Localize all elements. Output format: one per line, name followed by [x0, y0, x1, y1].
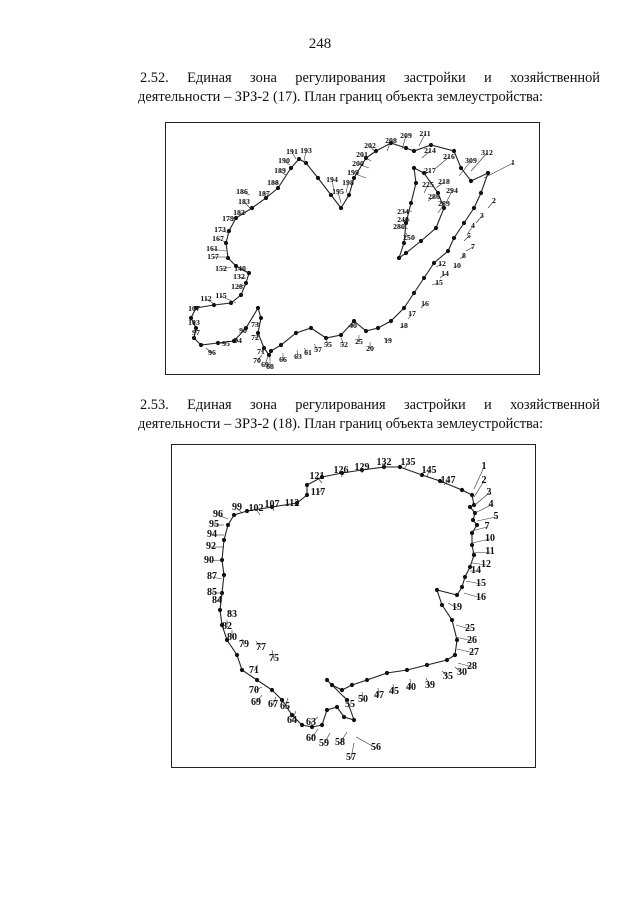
point-label: 3	[480, 211, 484, 220]
boundary-point	[320, 723, 324, 727]
point-label: 18	[400, 321, 408, 330]
point-label: 186	[236, 187, 248, 196]
boundary-point	[330, 683, 334, 687]
point-label: 26	[467, 635, 477, 646]
section-heading-line: деятельности – ЗРЗ-2 (17). План границ объекта землеустройства:	[138, 89, 544, 105]
boundary-point	[350, 683, 354, 687]
boundary-point	[475, 523, 479, 527]
boundary-point	[316, 176, 320, 180]
point-label: 69	[251, 697, 261, 708]
boundary-point	[414, 181, 418, 185]
boundary-point	[459, 166, 463, 170]
point-label: 3	[486, 487, 492, 498]
point-label: 40	[349, 321, 357, 330]
boundary-point	[347, 193, 351, 197]
boundary-line	[191, 143, 488, 355]
point-label: 95	[222, 339, 230, 348]
boundary-point	[462, 221, 466, 225]
boundary-plan-figure	[165, 122, 540, 375]
point-label: 80	[227, 632, 237, 643]
point-label: 65	[280, 701, 290, 712]
point-label: 69	[261, 360, 269, 369]
point-label: 19	[452, 602, 462, 613]
point-label: 198	[342, 178, 354, 187]
point-label: 112	[284, 498, 300, 509]
point-label: 63	[294, 352, 302, 361]
boundary-point	[446, 249, 450, 253]
point-label: 280	[393, 222, 405, 231]
boundary-point	[397, 256, 401, 260]
point-label: 309	[465, 156, 477, 165]
boundary-point	[468, 505, 472, 509]
point-label: 209	[400, 131, 412, 140]
boundary-point	[389, 319, 393, 323]
boundary-point	[445, 658, 449, 662]
point-label: 191	[286, 147, 298, 156]
boundary-point	[365, 678, 369, 682]
boundary-point	[305, 483, 309, 487]
point-label: 107	[264, 499, 280, 510]
boundary-point	[471, 518, 475, 522]
point-label: 77	[256, 642, 266, 653]
point-label: 10	[453, 261, 461, 270]
point-label: 47	[374, 690, 384, 701]
point-label: 312	[481, 148, 493, 157]
boundary-point	[279, 343, 283, 347]
point-label: 70	[253, 356, 261, 365]
point-label: 132	[376, 457, 392, 468]
point-label: 14	[441, 269, 449, 278]
point-label: 85	[207, 587, 217, 598]
point-label: 7	[471, 242, 475, 251]
point-label: 94	[234, 336, 242, 345]
boundary-point	[250, 206, 254, 210]
point-label: 286	[428, 192, 440, 201]
point-label: 183	[238, 197, 250, 206]
point-label: 135	[400, 457, 416, 468]
boundary-point	[304, 161, 308, 165]
point-label: 187	[258, 189, 270, 198]
point-label: 35	[443, 671, 453, 682]
boundary-point	[422, 276, 426, 280]
point-label: 128	[231, 282, 243, 291]
point-label: 1	[511, 158, 515, 167]
boundary-point	[409, 201, 413, 205]
point-label: 30	[457, 667, 467, 678]
boundary-point	[335, 705, 339, 709]
boundary-point	[339, 333, 343, 337]
point-label: 61	[304, 348, 312, 357]
point-label: 132	[233, 272, 245, 281]
point-label: 73	[251, 320, 259, 329]
point-label: 68	[266, 362, 274, 371]
point-label: 208	[385, 136, 397, 145]
boundary-point	[218, 608, 222, 612]
boundary-point	[239, 293, 243, 297]
point-label: 4	[488, 499, 494, 510]
point-label: 2	[481, 475, 487, 486]
point-label: 190	[278, 156, 290, 165]
point-label: 5	[493, 511, 499, 522]
point-label: 94	[207, 529, 217, 540]
page-number: 248	[308, 36, 332, 52]
point-label: 79	[239, 639, 249, 650]
point-label: 294	[446, 186, 458, 195]
boundary-point	[412, 291, 416, 295]
point-label: 19	[384, 336, 392, 345]
point-label: 152	[215, 264, 227, 273]
point-label: 71	[249, 665, 259, 676]
point-label: 96	[213, 509, 223, 520]
boundary-plan-drawing	[172, 445, 535, 767]
boundary-point	[352, 718, 356, 722]
boundary-point	[270, 688, 274, 692]
boundary-point	[294, 331, 298, 335]
point-label: 5	[467, 231, 471, 240]
point-label: 199	[347, 168, 359, 177]
point-label: 200	[352, 159, 364, 168]
boundary-point	[404, 146, 408, 150]
point-label: 75	[269, 653, 279, 664]
point-label: 234	[397, 207, 409, 216]
point-label: 225	[422, 180, 434, 189]
boundary-point	[222, 573, 226, 577]
point-label: 201	[356, 150, 368, 159]
point-label: 52	[340, 340, 348, 349]
point-label: 12	[481, 559, 491, 570]
section-heading-line: 2.52. Единая зона регулирования застройки и хозяйственной	[140, 70, 600, 86]
boundary-plan-drawing	[166, 123, 539, 374]
point-label: 55	[324, 340, 332, 349]
boundary-point	[434, 226, 438, 230]
boundary-point	[472, 503, 476, 507]
point-label: 121	[309, 471, 325, 482]
point-label: 50	[358, 694, 368, 705]
boundary-point	[235, 653, 239, 657]
boundary-point	[472, 206, 476, 210]
boundary-point	[470, 493, 474, 497]
boundary-point	[222, 538, 226, 542]
point-label: 90	[239, 326, 247, 335]
boundary-point	[404, 251, 408, 255]
point-label: 72	[251, 333, 259, 342]
point-label: 96	[208, 348, 216, 357]
point-label: 10	[485, 533, 495, 544]
boundary-point	[364, 329, 368, 333]
boundary-point	[412, 149, 416, 153]
point-label: 218	[438, 177, 450, 186]
point-label: 90	[204, 555, 214, 566]
point-label: 57	[346, 752, 356, 763]
point-label: 45	[389, 686, 399, 697]
boundary-point	[472, 553, 476, 557]
point-label: 57	[314, 345, 322, 354]
point-label: 39	[425, 680, 435, 691]
point-label: 1	[481, 461, 487, 472]
point-label: 97	[192, 328, 200, 337]
point-label: 193	[300, 146, 312, 155]
boundary-point	[240, 668, 244, 672]
point-label: 217	[424, 166, 436, 175]
point-label: 17	[408, 309, 416, 318]
boundary-point	[305, 493, 309, 497]
point-label: 189	[274, 166, 286, 175]
boundary-point	[199, 343, 203, 347]
boundary-point	[340, 688, 344, 692]
point-label: 58	[335, 737, 345, 748]
point-label: 216	[443, 152, 455, 161]
section-heading-line: деятельности – ЗРЗ-2 (18). План границ объекта землеустройства:	[138, 416, 544, 432]
boundary-point	[432, 261, 436, 265]
boundary-point	[339, 206, 343, 210]
point-label: 67	[268, 699, 278, 710]
boundary-point	[289, 166, 293, 170]
leader-line	[484, 163, 513, 178]
boundary-point	[256, 306, 260, 310]
boundary-point	[269, 349, 273, 353]
point-label: 2	[492, 196, 496, 205]
point-label: 14	[471, 565, 481, 576]
point-label: 188	[267, 178, 279, 187]
point-label: 102	[248, 503, 264, 514]
point-label: 167	[212, 234, 224, 243]
point-label: 28	[467, 661, 477, 672]
point-label: 83	[227, 609, 237, 620]
boundary-point	[259, 316, 263, 320]
boundary-point	[412, 166, 416, 170]
point-label: 95	[209, 519, 219, 530]
boundary-point	[425, 663, 429, 667]
point-label: 240	[397, 215, 409, 224]
point-label: 161	[206, 244, 218, 253]
point-label: 25	[355, 337, 363, 346]
point-label: 70	[249, 685, 259, 696]
point-label: 63	[306, 717, 316, 728]
boundary-point	[452, 236, 456, 240]
point-label: 99	[232, 502, 242, 513]
point-label: 103	[188, 318, 200, 327]
point-label: 211	[419, 129, 431, 138]
boundary-point	[419, 239, 423, 243]
boundary-point	[244, 281, 248, 285]
boundary-point	[342, 715, 346, 719]
point-label: 140	[234, 264, 246, 273]
boundary-point	[309, 326, 313, 330]
point-label: 55	[345, 699, 355, 710]
point-label: 59	[319, 738, 329, 749]
boundary-point	[460, 585, 464, 589]
boundary-point	[402, 306, 406, 310]
boundary-point	[486, 171, 490, 175]
boundary-point	[300, 723, 304, 727]
point-label: 84	[212, 595, 222, 606]
boundary-point	[479, 191, 483, 195]
boundary-point	[405, 668, 409, 672]
point-label: 117	[310, 487, 326, 498]
point-label: 20	[366, 344, 374, 353]
point-label: 60	[306, 733, 316, 744]
boundary-point	[453, 653, 457, 657]
point-label: 12	[438, 259, 446, 268]
point-label: 182	[233, 208, 245, 217]
boundary-point	[440, 603, 444, 607]
boundary-point	[455, 593, 459, 597]
boundary-point	[376, 326, 380, 330]
section-heading-2-52	[140, 69, 600, 107]
boundary-point	[435, 588, 439, 592]
point-label: 71	[257, 347, 265, 356]
boundary-point	[469, 179, 473, 183]
point-label: 16	[421, 299, 429, 308]
point-label: 214	[424, 146, 436, 155]
point-label: 195	[332, 187, 344, 196]
point-label: 147	[440, 475, 456, 486]
boundary-point	[455, 638, 459, 642]
point-label: 7	[484, 521, 490, 532]
boundary-point	[226, 523, 230, 527]
point-label: 250	[403, 233, 415, 242]
point-label: 126	[333, 465, 349, 476]
point-label: 82	[222, 621, 232, 632]
point-label: 92	[206, 541, 216, 552]
boundary-point	[470, 543, 474, 547]
point-label: 25	[465, 623, 475, 634]
point-label: 64	[287, 715, 297, 726]
point-label: 107	[188, 304, 200, 313]
point-label: 115	[215, 291, 227, 300]
boundary-point	[325, 678, 329, 682]
point-label: 157	[207, 252, 219, 261]
point-label: 66	[279, 355, 287, 364]
section-heading-line: 2.53. Единая зона регулирования застройки и хозяйственной	[140, 397, 600, 413]
point-label: 56	[371, 742, 381, 753]
boundary-point	[463, 575, 467, 579]
point-label: 112	[200, 294, 212, 303]
boundary-point	[232, 513, 236, 517]
boundary-point	[255, 678, 259, 682]
boundary-point	[226, 256, 230, 260]
point-label: 40	[406, 682, 416, 693]
point-label: 129	[354, 462, 370, 473]
point-label: 8	[462, 251, 466, 260]
point-label: 194	[326, 175, 338, 184]
point-label: 87	[207, 571, 217, 582]
point-label: 27	[469, 647, 479, 658]
point-label: 16	[476, 592, 486, 603]
boundary-plan-figure	[171, 444, 536, 768]
point-label: 173	[214, 225, 226, 234]
boundary-point	[460, 488, 464, 492]
point-label: 145	[421, 465, 437, 476]
point-label: 15	[476, 578, 486, 589]
boundary-point	[470, 531, 474, 535]
point-label: 11	[485, 546, 495, 557]
boundary-point	[297, 157, 301, 161]
section-heading-2-53	[140, 396, 600, 434]
point-label: 15	[435, 278, 443, 287]
point-label: 179	[222, 214, 234, 223]
boundary-point	[325, 708, 329, 712]
boundary-point	[450, 618, 454, 622]
point-label: 289	[438, 199, 450, 208]
point-label: 4	[471, 221, 475, 230]
boundary-point	[385, 671, 389, 675]
point-label: 202	[364, 141, 376, 150]
